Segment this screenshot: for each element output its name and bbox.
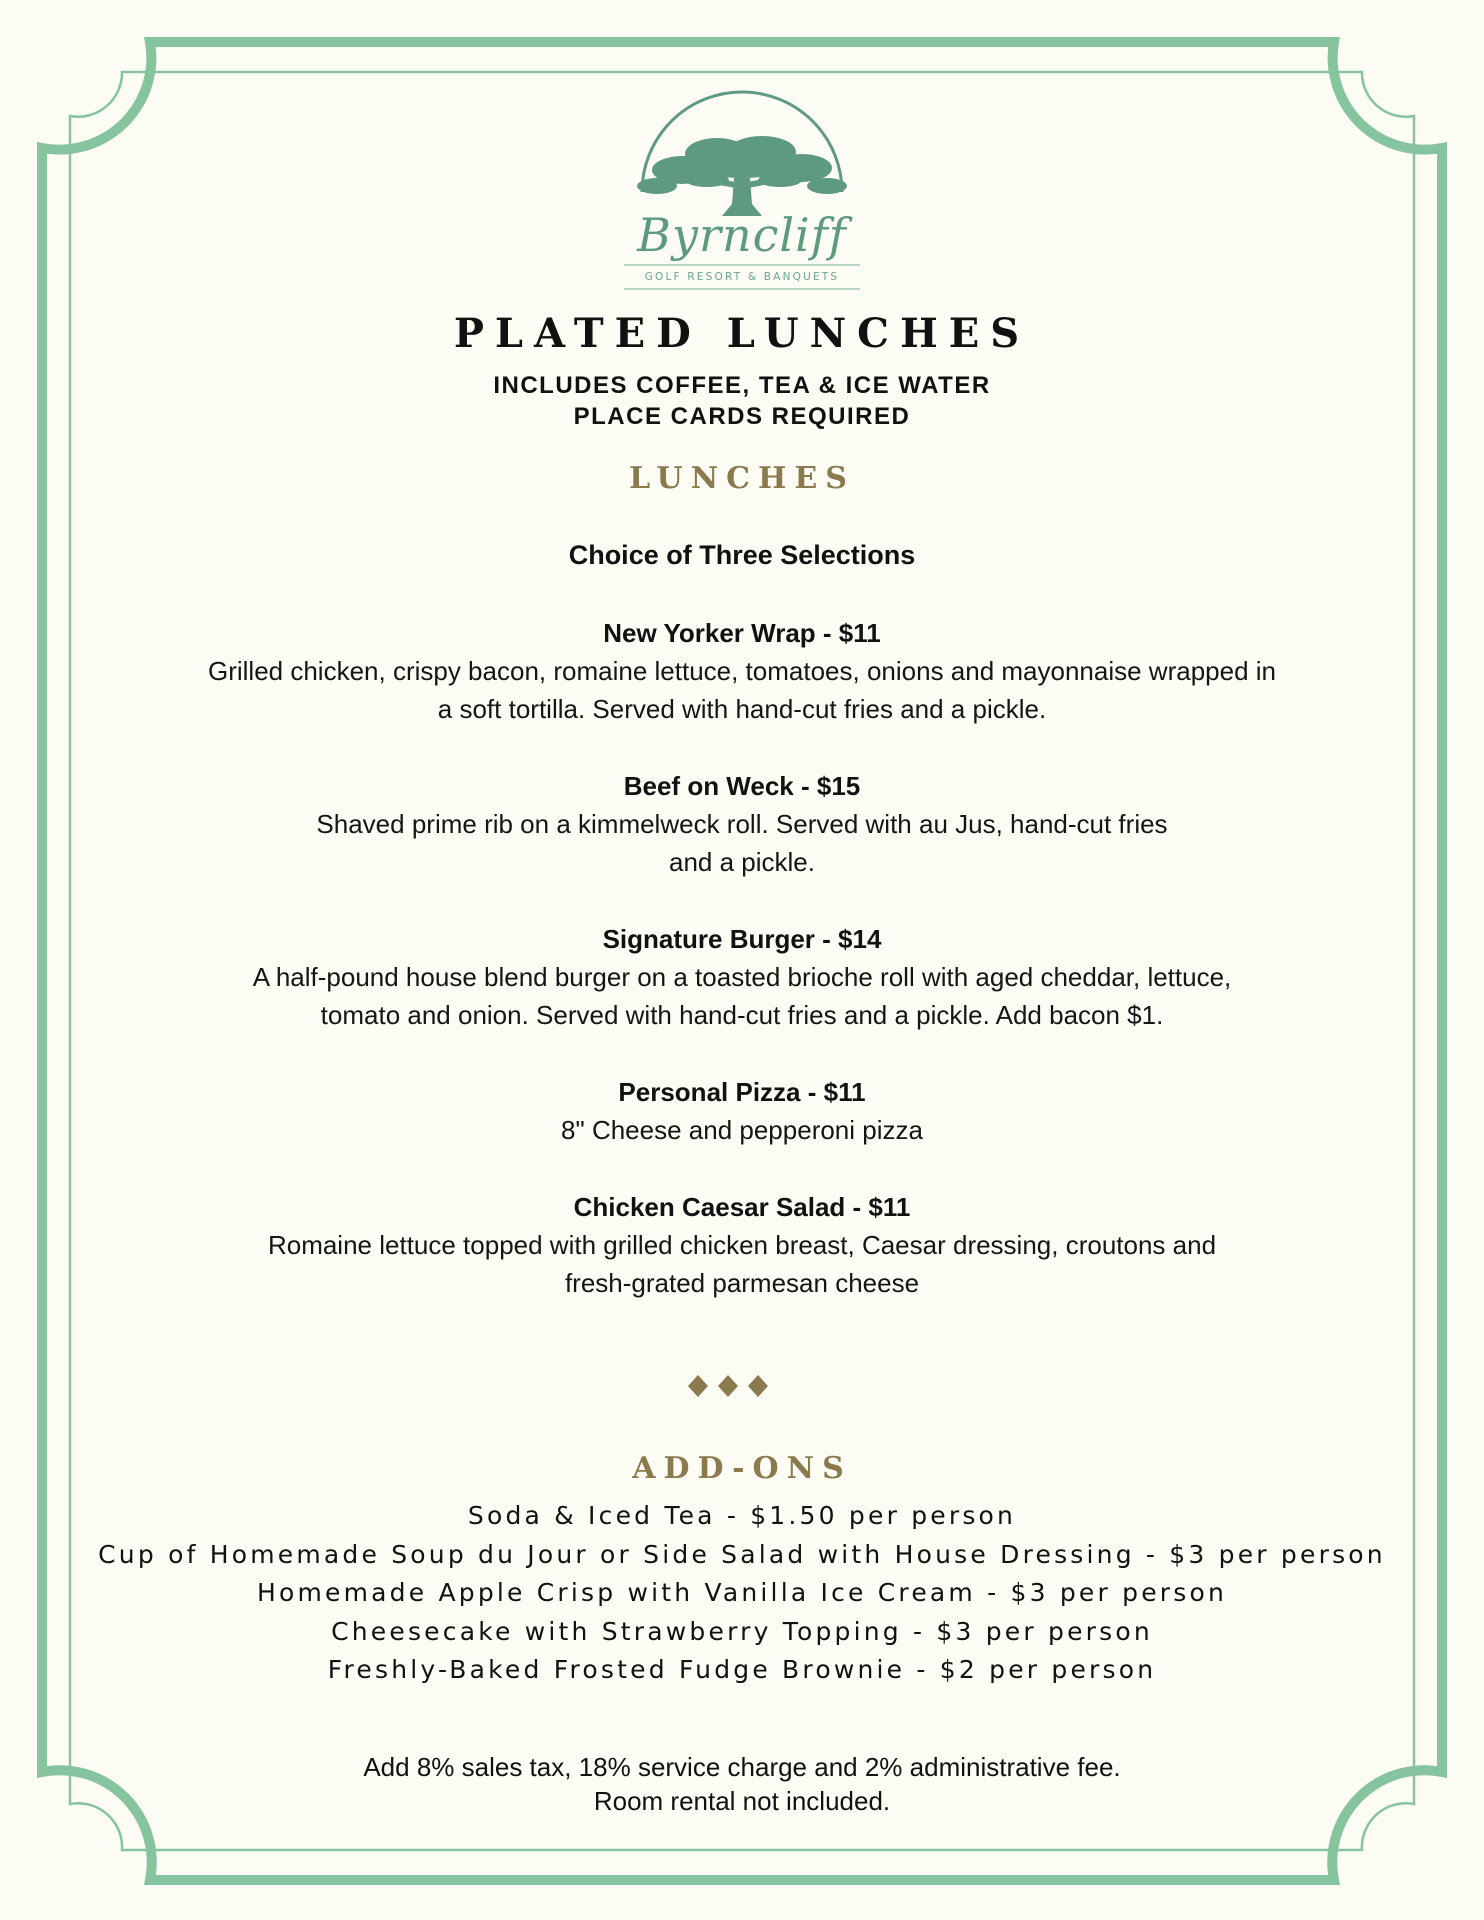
page-title: PLATED LUNCHES <box>453 310 1031 357</box>
addon-item: Soda & Iced Tea - $1.50 per person <box>467 1501 1017 1530</box>
choice-note: Choice of Three Selections <box>568 540 916 570</box>
addons-list <box>0 1497 1484 1690</box>
footer-line: Room rental not included. <box>593 1786 891 1816</box>
menu-item-desc-line: Romaine lettuce topped with grilled chicken breast, Caesar dressing, croutons and <box>267 1230 1217 1260</box>
footer-note <box>0 1750 1484 1818</box>
menu-item-name: Chicken Caesar Salad - $11 <box>573 1192 911 1222</box>
addon-item: Homemade Apple Crisp with Vanilla Ice Cream - $3 per person <box>256 1578 1228 1607</box>
menu-item-desc-line: a soft tortilla. Served with hand-cut fries and a pickle. <box>437 694 1047 724</box>
menu-item-name: New Yorker Wrap - $11 <box>603 618 881 648</box>
subtitle-line-2: PLACE CARDS REQUIRED <box>573 403 911 430</box>
addon-item: Cheesecake with Strawberry Topping - $3 per person <box>331 1616 1153 1646</box>
logo-tagline: GOLF RESORT & BANQUETS <box>644 271 840 283</box>
menu-item-desc-line: 8" Cheese and pepperoni pizza <box>561 1115 923 1145</box>
menu-item-name: Signature Burger - $14 <box>602 924 882 954</box>
section-heading-lunches: LUNCHES <box>629 461 855 496</box>
addon-item: Freshly-Baked Frosted Fudge Brownie - $2 per person <box>327 1655 1157 1684</box>
menu-item <box>120 1188 1364 1302</box>
menu-item-desc-line: and a pickle. <box>669 847 815 877</box>
menu-item <box>120 920 1364 1034</box>
menu-item-desc-line: tomato and onion. Served with hand-cut fries and a pickle. Add bacon $1. <box>320 1000 1164 1030</box>
menu-item-desc-line: Shaved prime rib on a kimmelweck roll. Served with au Jus, hand-cut fries <box>316 809 1168 839</box>
footer-line: Add 8% sales tax, 18% service charge and 2% administrative fee. <box>363 1752 1121 1782</box>
menu-item-desc-line: fresh-grated parmesan cheese <box>564 1268 920 1298</box>
section-heading-addons: ADD-ONS <box>632 1451 852 1486</box>
menu-item <box>120 614 1364 728</box>
diamond-divider-icon <box>686 1369 798 1403</box>
menu-item-desc-line: A half-pound house blend burger on a toasted brioche roll with aged cheddar, lettuce, <box>252 962 1232 992</box>
menu-item-name: Personal Pizza - $11 <box>618 1077 866 1107</box>
menu-item <box>120 1073 1364 1149</box>
subtitle-line-1: INCLUDES COFFEE, TEA & ICE WATER <box>493 372 991 399</box>
menu-item <box>120 767 1364 881</box>
menu-item-desc-line: Grilled chicken, crispy bacon, romaine lettuce, tomatoes, onions and mayonnaise wrapped in <box>207 656 1277 686</box>
menu-item-name: Beef on Weck - $15 <box>623 771 861 801</box>
logo-wordmark: Byrncliff <box>637 208 847 262</box>
addon-item: Cup of Homemade Soup du Jour or Side Salad with House Dressing - $3 per person <box>98 1539 1386 1569</box>
